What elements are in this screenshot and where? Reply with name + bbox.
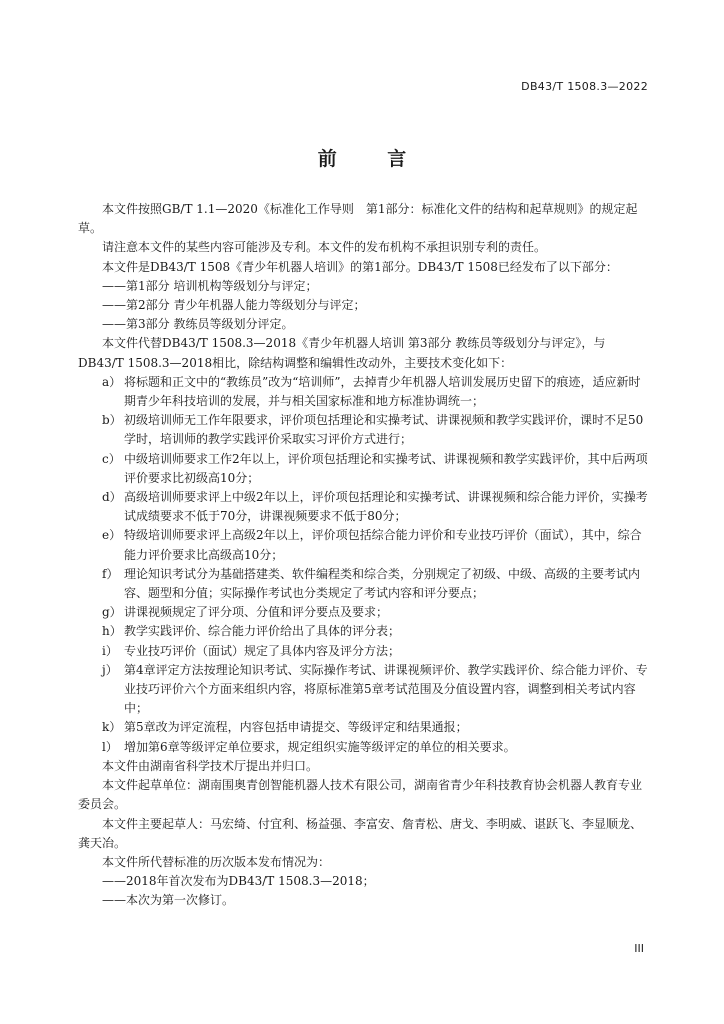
list-item: [78, 450, 648, 488]
list-label: g）: [102, 605, 122, 620]
list-text: 增加第6章等级评定单位要求，规定组织实施等级评定的单位的相关要求。: [124, 739, 516, 754]
paragraph: 本文件由湖南省科学技术厅提出并归口。: [102, 758, 319, 773]
list-text: 高级培训师要求评上中级2年以上，评价项包括理论和实操考试、讲课视频和综合能力评价，实操考试成绩要求不低于70分，讲课视频要求不低于80分；: [124, 490, 648, 524]
list-label: e）: [102, 528, 122, 543]
paragraph: 请注意本文件的某些内容可能涉及专利。本文件的发布机构不承担识别专利的责任。: [102, 240, 547, 255]
paragraph: 本文件代替DB43/T 1508.3—2018《青少年机器人培训 第3部分 教练员等级划分与评定》，与DB43/T 1508.3—2018相比，除结构调整和编辑性改动外，主要技术变化如下：: [78, 336, 606, 370]
list-label: l）: [102, 739, 118, 754]
list-item: [78, 488, 648, 526]
list-text: 中级培训师要求工作2年以上，评价项包括理论和实操考试、讲课视频和教学实践评价，其中后两项评价要求比初级高10分；: [124, 451, 648, 485]
list-label: a）: [102, 374, 122, 389]
list-text: 初级培训师无工作年限要求，评价项包括理论和实操考试、讲课视频和教学实践评价，课时不足50学时，培训师的教学实践评价采取实习评价方式进行；: [124, 413, 644, 447]
list-label: f）: [102, 566, 119, 581]
list-label: k）: [102, 720, 122, 735]
list-label: c）: [102, 451, 121, 466]
list-item: [78, 738, 648, 757]
paragraph: 本文件主要起草人：马宏绮、付宜利、杨益强、李富安、詹青松、唐戈、李明威、谌跃飞、李显顺龙、龚天冶。: [78, 816, 643, 850]
document-code: DB43/T 1508.3—2022: [521, 80, 648, 93]
list-text: 第4章评定方法按理论知识考试、实际操作考试、讲课视频评价、教学实践评价、综合能力评价、专业技巧评价六个方面来组织内容，将原标准第5章考试范围及分值设置内容，调整到相关考试内容中；: [124, 662, 648, 716]
paragraph: 本文件按照GB/T 1.1—2020《标准化工作导则 第1部分：标准化文件的结构和起草规则》的规定起草。: [78, 202, 638, 236]
list-item: [78, 642, 648, 661]
list-item: [78, 718, 648, 737]
paragraph: 本文件所代替标准的历次版本发布情况为：: [102, 854, 331, 869]
list-text: 教学实践评价、综合能力评价给出了具体的评分表；: [124, 624, 401, 639]
changes-list: [78, 373, 648, 757]
page-number: III: [634, 942, 644, 955]
list-text: 理论知识考试分为基础搭建类、软件编程类和综合类，分别规定了初级、中级、高级的主要考试内容、题型和分值；实际操作考试也分类规定了考试内容和评分要点；: [124, 566, 641, 601]
list-item: ——2018年首次发布为DB43/T 1508.3—2018；: [102, 874, 375, 889]
list-text: 讲课视频规定了评分项、分值和评分要点及要求；: [124, 605, 389, 620]
list-item: [78, 661, 648, 719]
list-item: ——本次为第一次修订。: [102, 893, 235, 908]
list-label: d）: [102, 490, 122, 505]
paragraph: 本文件起草单位：湖南围奥青创智能机器人技术有限公司，湖南省青少年科技教育协会机器人教育专业委员会。: [78, 778, 643, 812]
page-title: 前 言: [317, 148, 429, 170]
list-item: [78, 526, 648, 564]
list-label: j）: [102, 662, 118, 677]
list-item: ——第3部分 教练员等级划分评定。: [102, 317, 294, 332]
list-label: h）: [102, 624, 122, 639]
paragraph: 本文件是DB43/T 1508《青少年机器人培训》的第1部分。DB43/T 1508已经发布了以下部分：: [102, 259, 618, 274]
document-body: [78, 200, 648, 911]
list-item: ——第1部分 培训机构等级划分与评定；: [102, 278, 318, 293]
list-label: b）: [102, 413, 122, 428]
list-text: 专业技巧评价（面试）规定了具体内容及评分方法；: [124, 643, 401, 658]
list-item: [78, 411, 648, 449]
list-item: [78, 622, 648, 641]
list-item: [78, 565, 648, 603]
list-text: 将标题和正文中的“教练员”改为“培训师”，去掉青少年机器人培训发展历史留下的痕迹，适应新时期青少年科技培训的发展，并与相关国家标准和地方标准协调统一；: [124, 374, 641, 409]
list-item: [78, 373, 648, 411]
list-label: i）: [102, 643, 118, 658]
list-text: 第5章改为评定流程，内容包括申请提交、等级评定和结果通报；: [124, 720, 468, 735]
list-item: ——第2部分 青少年机器人能力等级划分与评定；: [102, 298, 366, 313]
list-item: [78, 603, 648, 622]
list-text: 特级培训师要求评上高级2年以上，评价项包括综合能力评价和专业技巧评价（面试），其中，综合能力评价要求比高级高10分；: [124, 528, 642, 562]
